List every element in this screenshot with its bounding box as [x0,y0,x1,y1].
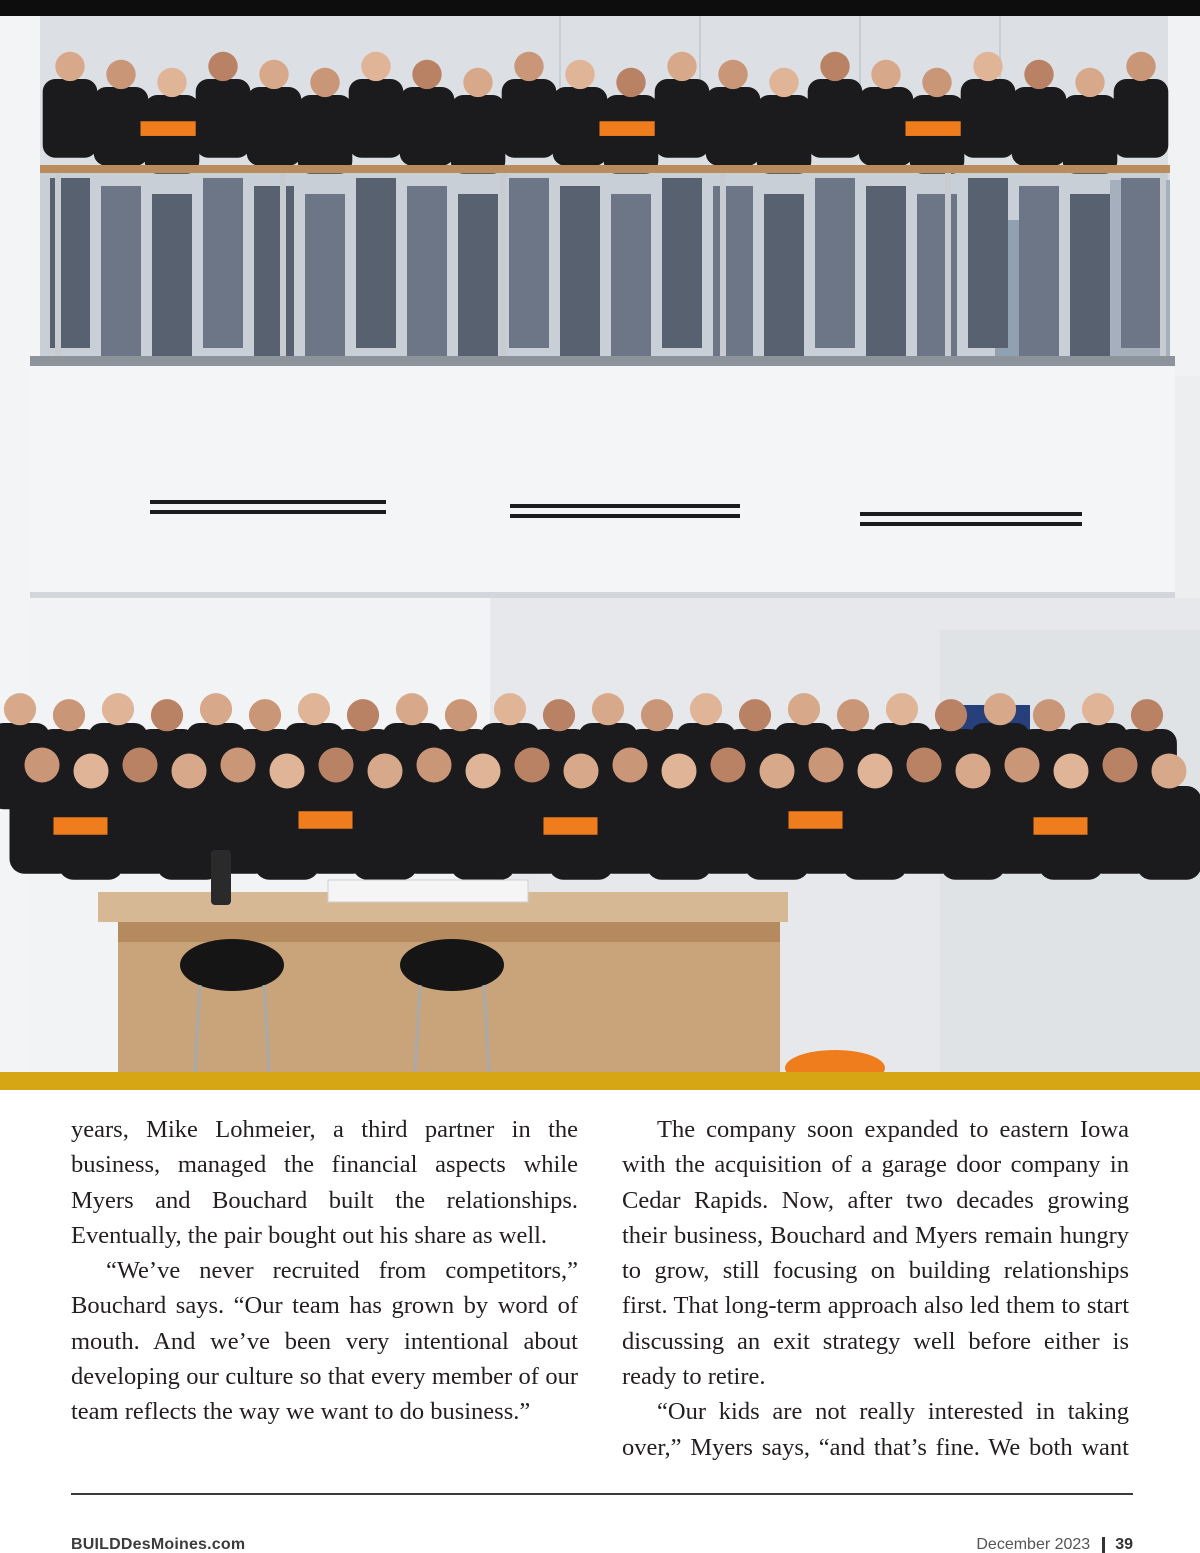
footer-website: BUILDDesMoines.com [71,1536,246,1553]
paragraph: “Our kids are not really interested in taking over,” Myers says, “and that’s fine. We both want [622,1398,1129,1461]
paragraph: The company soon expanded to eastern Iowa with the acquisition of a garage door company in Cedar Rapids. Now, after two decades growing their business, Bouchard and Myers remain hungry to grow, still focusing on building relationships first. That long-term approach also led them to start discussing an exit strategy well before either is ready to retire. [622,1116,1129,1391]
accent-rule [0,1072,1200,1090]
footer-rule [71,1493,1133,1495]
footer-separator [1102,1537,1105,1553]
paragraph: years, Mike Lohmeier, a third partner in the business, managed the financial aspects while Myers and Bouchard built the relationships. Eventually, the pair bought out his share as well. [71,1116,578,1249]
issue-date: December 2023 [976,1536,1091,1553]
article-column-right [622,1112,1129,1465]
paragraph: “We’ve never recruited from competitors,” Bouchard says. “Our team has grown by word of mouth. And we’ve been very intentional about developing our culture so that every member of our team reflects the way we want to do business.” [71,1257,578,1426]
footer-issue-info [976,1536,1133,1553]
page-number: 39 [1115,1536,1133,1553]
mezzanine-wall [30,366,1175,594]
glass-balustrade [40,173,1170,363]
article-column-left [71,1112,578,1430]
railing-handrail [40,165,1170,173]
